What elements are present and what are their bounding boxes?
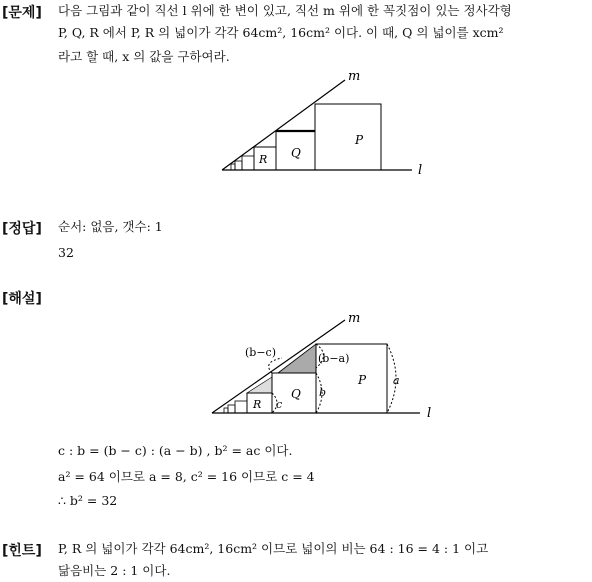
hint-line-1: P, R 의 넓이가 각각 64cm², 16cm² 이므로 넓이의 비는 64 : 16 = 4 : 1 이고 [58, 541, 489, 556]
problem-line-2: P, Q, R 에서 P, R 의 넓이가 각각 64cm², 16cm² 이다. 이 때, Q 의 넓이를 xcm² [58, 25, 504, 40]
hint-label: [힌트] [2, 543, 42, 559]
label-m: m [348, 69, 361, 84]
label-m: m [348, 311, 361, 326]
label-b-minus-c: (b−c) [245, 346, 277, 359]
explanation-line-2: a² = 64 이므로 a = 8, c² = 16 이므로 c = 4 [58, 469, 315, 484]
label-l: l [427, 406, 432, 421]
problem-figure [0, 0, 592, 200]
small-square-1 [242, 156, 254, 170]
label-a: a [393, 374, 400, 387]
label-r: R [253, 398, 262, 411]
small-square-3 [231, 164, 235, 170]
problem-label: [문제] [2, 5, 42, 21]
square-p [315, 104, 381, 170]
small-square-3 [224, 408, 228, 413]
small-square-2 [235, 161, 242, 170]
hint-line-2: 닮음비는 2 : 1 이다. [58, 563, 171, 578]
label-l: l [418, 163, 423, 178]
label-b: b [319, 386, 327, 399]
problem-line-3: 라고 할 때, x 의 값을 구하여라. [58, 49, 230, 64]
explanation-line-1: c : b = (b − c) : (a − b) , b² = ac 이다. [58, 443, 293, 458]
label-q: Q [291, 387, 301, 401]
line-m [222, 80, 345, 170]
answer-line-1: 순서: 없음, 갯수: 1 [58, 219, 163, 234]
explanation-figure [0, 300, 592, 430]
small-square-2 [228, 405, 235, 413]
label-p: P [355, 133, 364, 147]
shaded-triangle [278, 344, 316, 373]
label-q: Q [291, 146, 301, 160]
problem-line-1: 다음 그림과 같이 직선 l 위에 한 변이 있고, 직선 m 위에 한 꼭짓점이 있는 정사각형 [58, 3, 512, 18]
label-b-minus-a: (b−a) [318, 352, 350, 365]
label-p: P [358, 373, 367, 387]
explanation-label: [해설] [2, 291, 42, 307]
answer-label: [정답] [2, 221, 42, 237]
small-square-1 [235, 401, 247, 413]
answer-value: 32 [58, 245, 74, 260]
label-r: R [259, 153, 268, 166]
label-c: c [276, 398, 283, 411]
explanation-line-3: ∴ b² = 32 [58, 493, 118, 508]
